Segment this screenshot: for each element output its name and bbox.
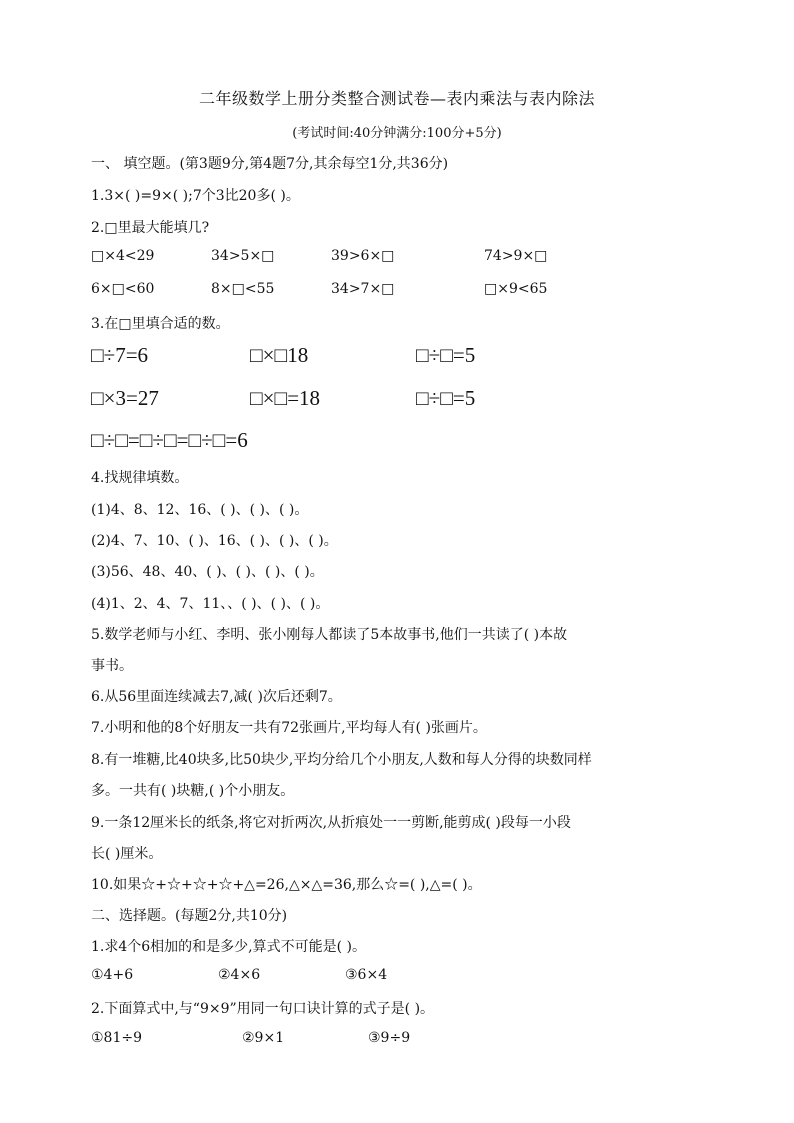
question-3: 3.在□里填合适的数。 xyxy=(91,316,230,332)
choice-option: ②9×1 xyxy=(242,1030,285,1046)
question-5: 5.数学老师与小红、李明、张小刚每人都读了5本故事书,他们一共读了( )本故 xyxy=(91,627,568,643)
question-9: 9.一条12厘米长的纸条,将它对折两次,从折痕处一一剪断,能剪成( )段每一小段 xyxy=(91,815,571,831)
page-title: 二年级数学上册分类整合测试卷—表内乘法与表内除法 xyxy=(198,89,595,108)
question-7: 7.小明和他的8个好朋友一共有72张画片,平均每人有( )张画片。 xyxy=(91,720,487,736)
choice-option: ③9÷9 xyxy=(368,1030,411,1046)
q3-equation: □÷7=6 xyxy=(91,343,149,367)
choice-question-2: 2.下面算式中,与“9×9”用同一句口诀计算的式子是( )。 xyxy=(91,1001,435,1017)
choice-option: ③6×4 xyxy=(345,967,388,983)
q2-item: 6×□<60 xyxy=(91,281,155,297)
q2-item: 34>5×□ xyxy=(211,248,275,264)
q3-equation: □×□=18 xyxy=(250,386,321,410)
q2-item: □×9<65 xyxy=(484,281,548,297)
question-8-cont: 多。一共有( )块糖,( )个小朋友。 xyxy=(91,783,295,799)
question-1: 1.3×( )=9×( );7个3比20多( )。 xyxy=(91,188,300,204)
q4-sequence: (2)4、7、10、( )、16、( )、( )、( )。 xyxy=(91,533,338,549)
question-9-cont: 长( )厘米。 xyxy=(91,846,163,862)
question-10: 10.如果☆+☆+☆+☆+△=26,△×△=36,那么☆=( ),△=( )。 xyxy=(91,877,482,893)
question-2: 2.□里最大能填几? xyxy=(91,220,210,236)
q3-equation: □÷□=5 xyxy=(416,343,476,367)
q2-item: 74>9×□ xyxy=(484,248,548,264)
q3-equation: □×□18 xyxy=(250,343,309,367)
exam-info: (考试时间:40分钟满分:100分+5分) xyxy=(292,126,502,141)
section-1-heading: 一、 填空题。(第3题9分,第4题7分,其余每空1分,共36分) xyxy=(91,156,449,172)
question-4: 4.找规律填数。 xyxy=(91,470,189,486)
choice-question-1: 1.求4个6相加的和是多少,算式不可能是( )。 xyxy=(91,939,366,955)
q2-item: 8×□<55 xyxy=(211,281,275,297)
q4-sequence: (1)4、8、12、16、( )、( )、( )。 xyxy=(91,502,309,518)
question-5-cont: 事书。 xyxy=(91,658,133,674)
question-8: 8.有一堆糖,比40块多,比50块少,平均分给几个小朋友,人数和每人分得的块数同样 xyxy=(91,752,592,768)
choice-option: ①81÷9 xyxy=(91,1030,143,1046)
q2-item: 34>7×□ xyxy=(331,281,395,297)
q4-sequence: (4)1、2、4、7、11、、( )、( )、( )。 xyxy=(91,596,330,612)
section-2-heading: 二、选择题。(每题2分,共10分) xyxy=(91,908,288,924)
question-6: 6.从56里面连续减去7,减( )次后还剩7。 xyxy=(91,689,342,705)
q2-item: □×4<29 xyxy=(91,248,155,264)
q2-item: 39>6×□ xyxy=(331,248,395,264)
choice-option: ②4×6 xyxy=(218,967,261,983)
q3-equation: □÷□=5 xyxy=(416,386,476,410)
q4-sequence: (3)56、48、40、( )、( )、( )、( )。 xyxy=(91,564,324,580)
choice-option: ①4+6 xyxy=(91,967,134,983)
q3-equation-chain: □÷□=□÷□=□÷□=6 xyxy=(91,428,248,452)
q3-equation: □×3=27 xyxy=(91,386,159,410)
